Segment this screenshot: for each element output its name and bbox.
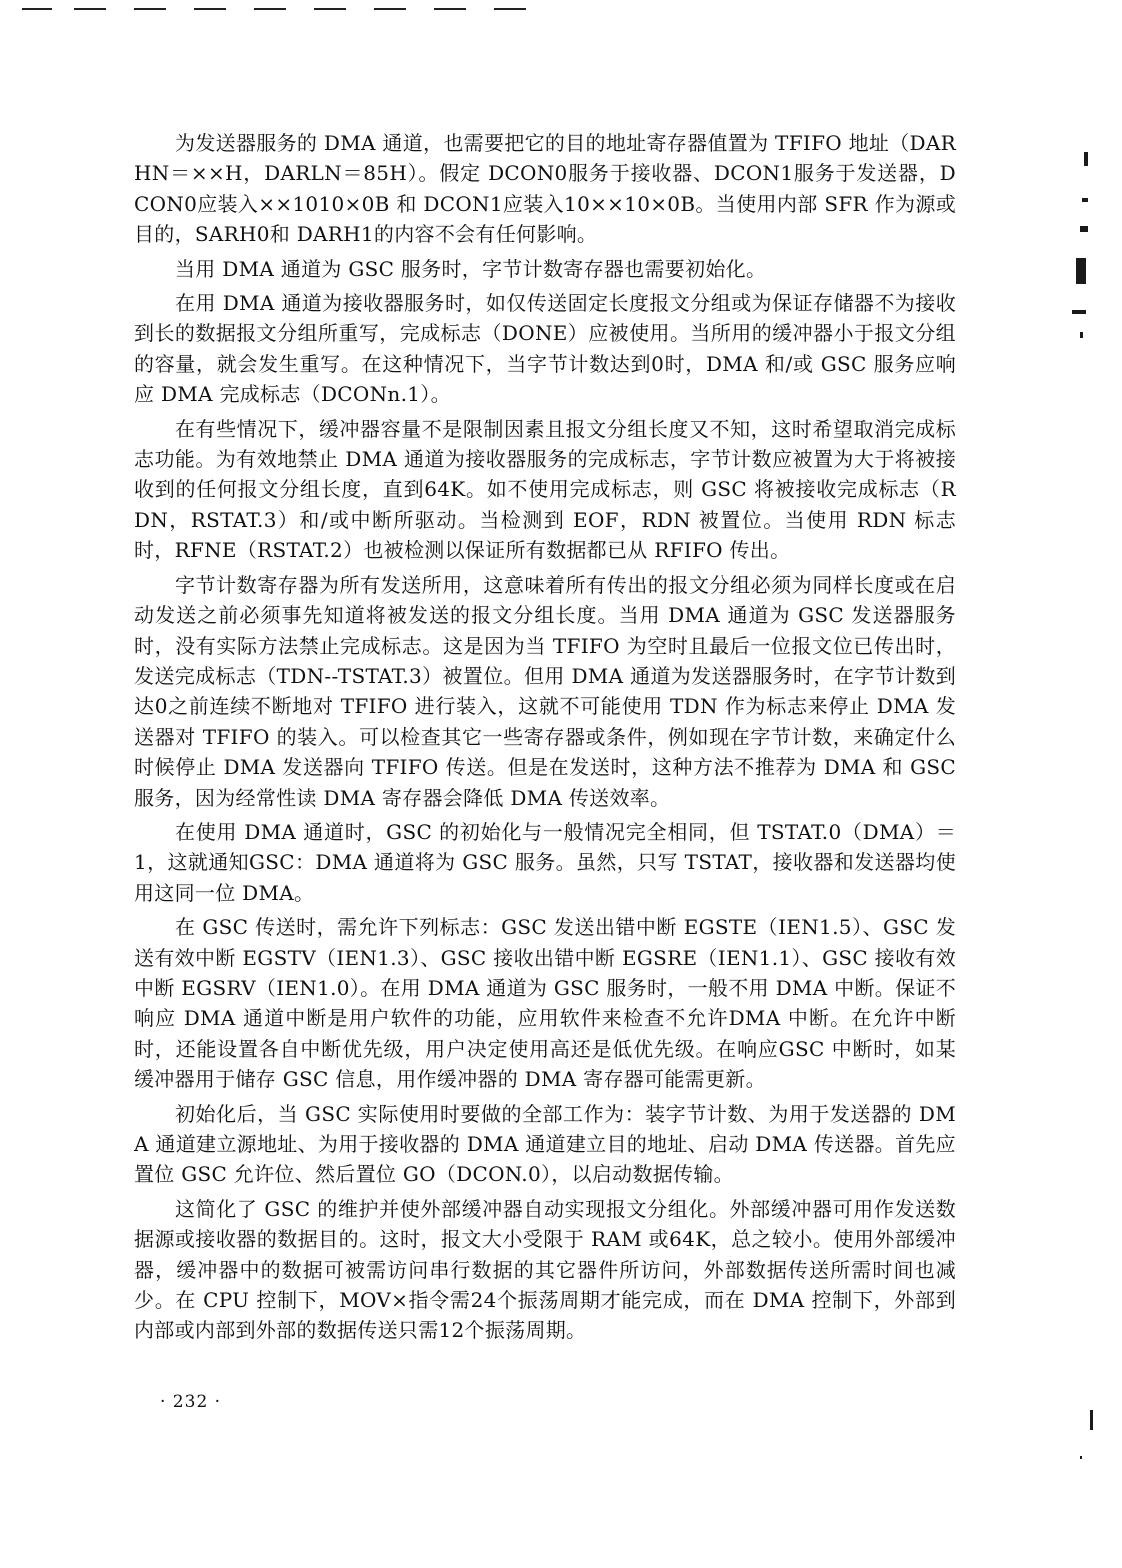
paragraph: 当用 DMA 通道为 GSC 服务时，字节计数寄存器也需要初始化。 [175, 256, 767, 281]
paragraph: 在 GSC 传送时，需允许下列标志：GSC 发送出错中断 EGSTE（IEN1.5）、GSC 发送有效中断 EGSTV（IEN1.3）、GSC 接收出错中断 EGSRE（IEN1.1）、GSC 接收有效中断 EGSRV（IEN1.0）。在用 DMA 通道为 GSC 服务时，一般不用 DMA 中断。保证不响应 DMA 通道中断是用户软件的功能，应用软件来检查不允许DMA 中断。在允许中断时，还能设置各自中断优先级，用户决定使用高还是低优先级。在响应GSC 中断时，如某缓冲器用于储存 GSC 信息，用作缓冲器的 DMA 寄存器可能需更新。 [134, 915, 956, 1092]
body-text [134, 128, 956, 1346]
top-dash-marks [22, 8, 542, 14]
scan-mark [1080, 1456, 1082, 1459]
page-number: · 232 · [160, 1392, 222, 1412]
scan-mark [1080, 332, 1083, 338]
paragraph: 这简化了 GSC 的维护并使外部缓冲器自动实现报文分组化。外部缓冲器可用作发送数据源或接收器的数据目的。这时，报文大小受限于 RAM 或64K，总之较小。使用外部缓冲器，缓冲器中的数据可被需访问串行数据的其它器件所访问，外部数据传送所需时间也减少。在 CPU 控制下，MOV×指令需24个振荡周期才能完成，而在 DMA 控制下，外部到内部或内部到外部的数据传送只需12个振荡周期。 [134, 1196, 956, 1343]
paragraph: 初始化后，当 GSC 实际使用时要做的全部工作为：装字节计数、为用于发送器的 DMA 通道建立源地址、为用于接收器的 DMA 通道建立目的地址、启动 DMA 传送器。首先应置位 GSC 允许位、然后置位 GO（DCON.0），以启动数据传输。 [134, 1101, 956, 1187]
scan-mark [1072, 310, 1086, 314]
scan-mark [1076, 258, 1086, 284]
scan-mark [1080, 226, 1088, 232]
paragraph: 在使用 DMA 通道时，GSC 的初始化与一般情况完全相同，但 TSTAT.0（DMA）＝1，这就通知GSC：DMA 通道将为 GSC 服务。虽然，只写 TSTAT，接收器和发送器均使用这同一位 DMA。 [134, 819, 956, 905]
scan-mark [1082, 198, 1088, 202]
paragraph: 为发送器服务的 DMA 通道，也需要把它的目的地址寄存器值置为 TFIFO 地址（DARHN＝××H，DARLN＝85H）。假定 DCON0服务于接收器、DCON1服务于发送器，DCON0应装入××1010×0B 和 DCON1应装入10××10×0B。当使用内部 SFR 作为源或目的，SARH0和 DARH1的内容不会有任何影响。 [134, 131, 956, 247]
scan-mark [1084, 152, 1088, 166]
paragraph: 在用 DMA 通道为接收器服务时，如仅传送固定长度报文分组或为保证存储器不为接收到长的数据报文分组所重写，完成标志（DONE）应被使用。当所用的缓冲器小于报文分组的容量，就会发生重写。在这种情况下，当字节计数达到0时，DMA 和/或 GSC 服务应响应 DMA 完成标志（DCONn.1）。 [134, 291, 956, 407]
scan-mark [1090, 1410, 1093, 1430]
paragraph: 在有些情况下，缓冲器容量不是限制因素且报文分组长度又不知，这时希望取消完成标志功能。为有效地禁止 DMA 通道为接收器服务的完成标志，字节计数应被置为大于将被接收到的任何报文分组长度，直到64K。如不使用完成标志，则 GSC 将被接收完成标志（RDN，RSTAT.3）和/或中断所驱动。当检测到 EOF，RDN 被置位。当使用 RDN 标志时，RFNE（RSTAT.2）也被检测以保证所有数据都已从 RFIFO 传出。 [134, 416, 956, 563]
paragraph: 字节计数寄存器为所有发送所用，这意味着所有传出的报文分组必须为同样长度或在启动发送之前必须事先知道将被发送的报文分组长度。当用 DMA 通道为 GSC 发送器服务时，没有实际方法禁止完成标志。这是因为当 TFIFO 为空时且最后一位报文位已传出时，发送完成标志（TDN--TSTAT.3）被置位。但用 DMA 通道为发送器服务时，在字节计数到达0之前连续不断地对 TFIFO 进行装入，这就不可能使用 TDN 作为标志来停止 DMA 发送器对 TFIFO 的装入。可以检查其它一些寄存器或条件，例如现在字节计数，来确定什么时候停止 DMA 发送器向 TFIFO 传送。但是在发送时，这种方法不推荐为 DMA 和 GSC 服务，因为经常性读 DMA 寄存器会降低 DMA 传送效率。 [134, 572, 956, 810]
